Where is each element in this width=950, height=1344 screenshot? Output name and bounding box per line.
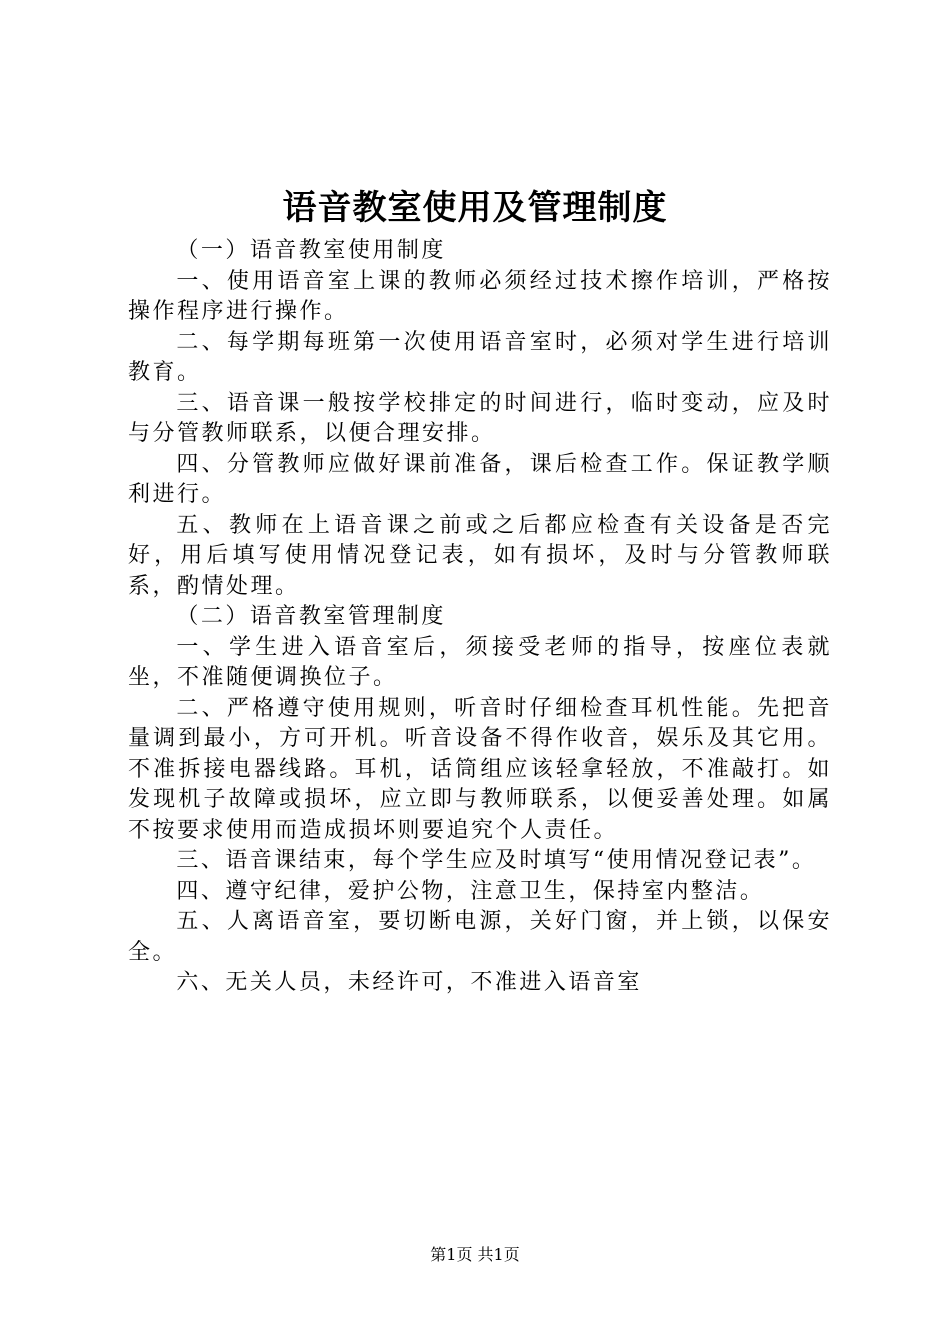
paragraph: 一、使用语音室上课的教师必须经过技术擦作培训，严格按操作程序进行操作。 bbox=[128, 268, 832, 324]
paragraph: 五、教师在上语音课之前或之后都应检查有关设备是否完好，用后填写使用情况登记表，如有损坏，及时与分管教师联系，酌情处理。 bbox=[128, 512, 832, 599]
paragraph: 二、严格遵守使用规则，听音时仔细检查耳机性能。先把音量调到最小，方可开机。听音设备不得作收音，娱乐及其它用。不准拆接电器线路。耳机，话筒组应该轻拿轻放，不准敲打。如发现机子故障或损坏，应立即与教师联系，以便妥善处理。如属不按要求使用而造成损坏则要追究个人责任。 bbox=[128, 695, 832, 843]
document-body bbox=[128, 236, 832, 999]
paragraph: 四、分管教师应做好课前准备，课后检查工作。保证教学顺利进行。 bbox=[128, 451, 832, 507]
page-number-footer: 第1页 共1页 bbox=[430, 1245, 520, 1264]
paragraph: 六、无关人员，未经许可，不准进入语音室 bbox=[176, 970, 642, 995]
paragraph: 四、遵守纪律，爱护公物，注意卫生，保持室内整洁。 bbox=[176, 878, 765, 904]
paragraph: 二、每学期每班第一次使用语音室时，必须对学生进行培训教育。 bbox=[128, 329, 832, 385]
section-heading-1: （一）语音教室使用制度 bbox=[176, 238, 446, 263]
section-heading-2: （二）语音教室管理制度 bbox=[176, 604, 446, 629]
document-title: 语音教室使用及管理制度 bbox=[282, 188, 668, 228]
paragraph: 五、人离语音室，要切断电源，关好门窗，并上锁，以保安全。 bbox=[128, 909, 832, 965]
paragraph: 一、学生进入语音室后，须接受老师的指导，按座位表就坐，不准随便调换位子。 bbox=[128, 634, 832, 690]
paragraph: 三、语音课结束，每个学生应及时填写“使用情况登记表”。 bbox=[176, 848, 817, 873]
paragraph: 三、语音课一般按学校排定的时间进行，临时变动，应及时与分管教师联系，以便合理安排。 bbox=[128, 390, 832, 446]
